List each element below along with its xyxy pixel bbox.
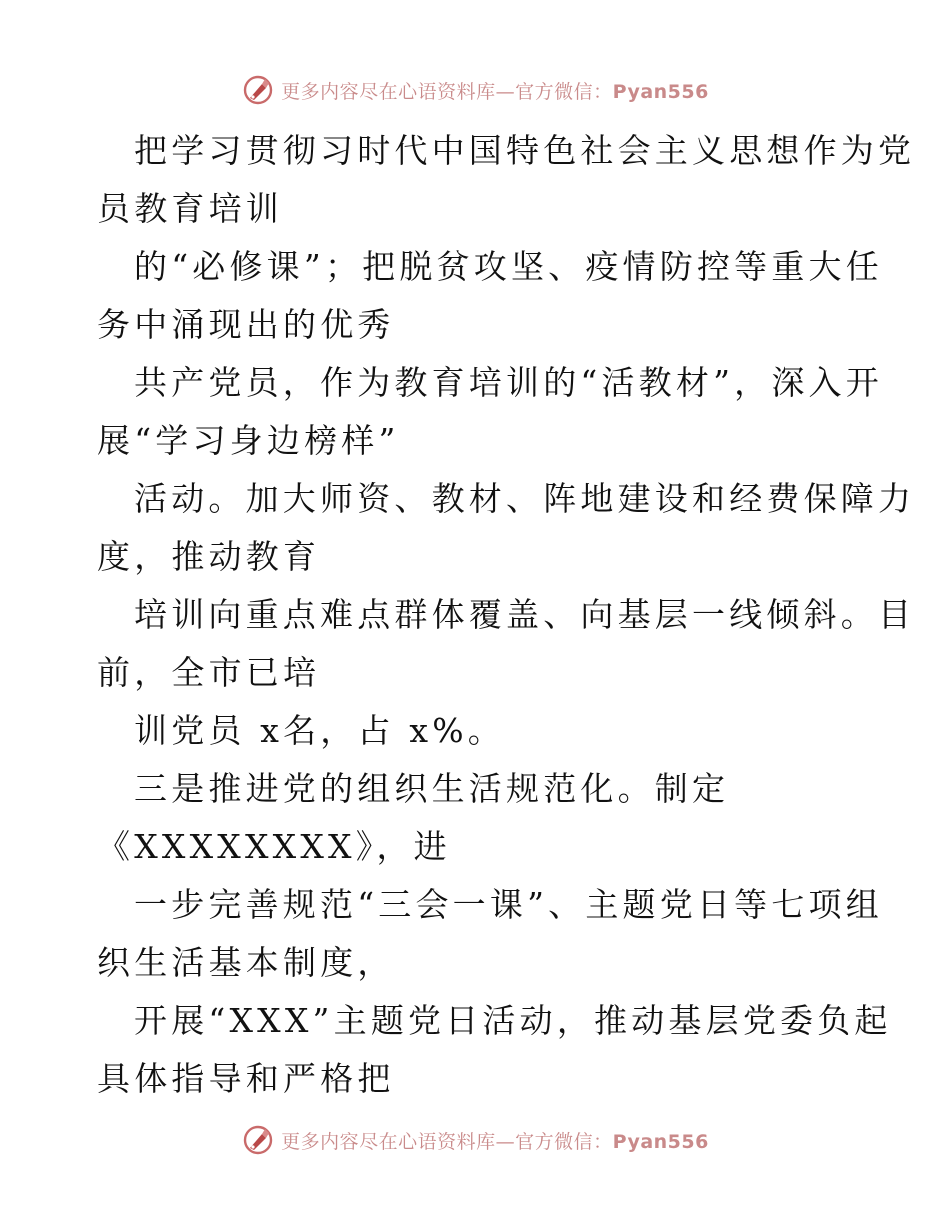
text-line: 前，全市已培 xyxy=(97,653,321,692)
text-line: 把学习贯彻习时代中国特色社会主义思想作为党 xyxy=(134,131,916,170)
text-line: 共产党员，作为教育培训的“活教材”，深入开 xyxy=(134,363,883,402)
text-line: 度，推动教育 xyxy=(97,537,321,576)
footer-watermark xyxy=(0,1122,950,1158)
text-line: 务中涌现出的优秀 xyxy=(97,305,395,344)
text-line: 织生活基本制度， xyxy=(97,943,395,982)
pen-nib-logo-icon xyxy=(241,73,275,107)
text-line: 《XXXXXXXX》，进 xyxy=(97,827,451,866)
header-watermark xyxy=(0,72,950,108)
text-line: 具体指导和严格把 xyxy=(97,1059,395,1098)
text-line: 展“学习身边榜样” xyxy=(97,421,400,460)
text-line: 一步完善规范“三会一课”、主题党日等七项组 xyxy=(134,885,883,924)
text-line: 训党员 x名，占 x%。 xyxy=(134,711,505,750)
text-line: 开展“XXX”主题党日活动，推动基层党委负起 xyxy=(134,1001,892,1040)
text-line: 的“必修课”；把脱贫攻坚、疫情防控等重大任 xyxy=(134,247,883,286)
watermark-text: 更多内容尽在心语资料库—官方微信：Pyan556 xyxy=(281,1130,709,1153)
text-line: 员教育培训 xyxy=(97,189,283,228)
document-body xyxy=(97,122,916,1108)
pen-nib-logo-icon xyxy=(241,1123,275,1157)
text-line: 三是推进党的组织生活规范化。制定 xyxy=(134,769,730,808)
watermark-text: 更多内容尽在心语资料库—官方微信：Pyan556 xyxy=(281,80,709,103)
text-line: 活动。加大师资、教材、阵地建设和经费保障力 xyxy=(134,479,916,518)
text-line: 培训向重点难点群体覆盖、向基层一线倾斜。目 xyxy=(134,595,916,634)
